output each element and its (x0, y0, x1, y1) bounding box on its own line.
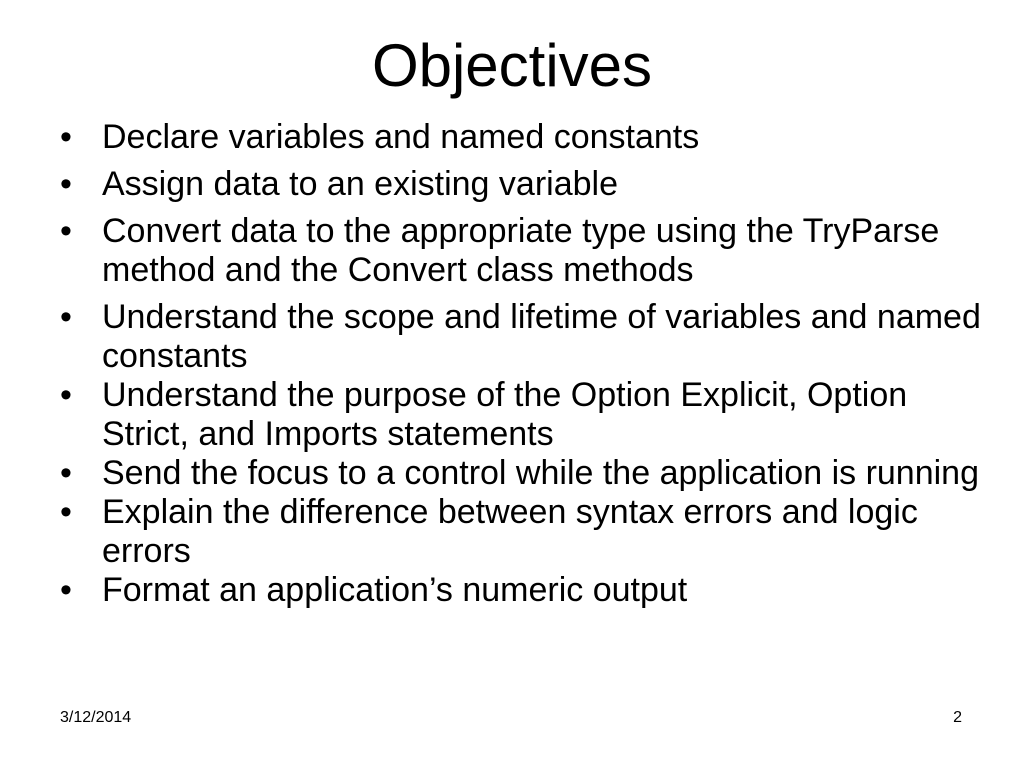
bullet-text: Declare variables and named constants (102, 118, 700, 156)
bullet-icon: • (60, 118, 72, 156)
page-number: 2 (953, 709, 962, 726)
bullet-icon: • (60, 571, 72, 609)
bullet-icon: • (60, 165, 72, 203)
list-item (56, 493, 986, 571)
bullet-text: Convert data to the appropriate type using the TryParse method and the Convert class methods (102, 212, 940, 289)
objectives-list (56, 118, 986, 610)
list-item (56, 118, 986, 157)
list-item (56, 212, 986, 290)
bullet-icon: • (60, 212, 72, 250)
bullet-text: Explain the difference between syntax errors and logic errors (102, 493, 918, 570)
bullet-text: Format an application’s numeric output (102, 571, 688, 609)
bullet-text: Assign data to an existing variable (102, 165, 618, 203)
bullet-text: Understand the scope and lifetime of variables and named constants (102, 298, 981, 375)
bullet-icon: • (60, 298, 72, 336)
bullet-text: Send the focus to a control while the application is running (102, 454, 979, 492)
list-item (56, 376, 986, 454)
list-item (56, 454, 986, 493)
slide-title: Objectives (371, 32, 653, 99)
list-item (56, 298, 986, 376)
bullet-icon: • (60, 493, 72, 531)
bullet-icon: • (60, 454, 72, 492)
list-item (56, 165, 986, 204)
bullet-text: Understand the purpose of the Option Explicit, Option Strict, and Imports statements (102, 376, 908, 453)
footer-date: 3/12/2014 (60, 709, 132, 726)
bullet-icon: • (60, 376, 72, 414)
list-item (56, 571, 986, 610)
